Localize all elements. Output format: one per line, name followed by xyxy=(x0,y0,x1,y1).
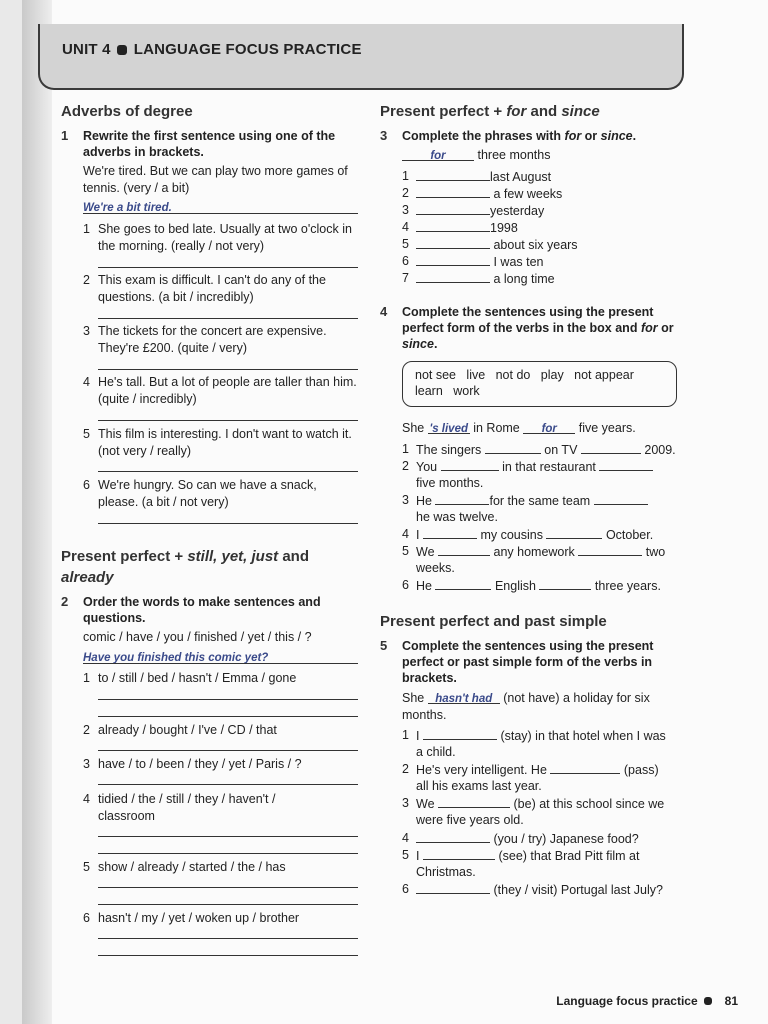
verb-box-line-2: learn work xyxy=(415,384,480,398)
instruction-part: Complete the sentences using the present perfect form of the verbs in the box and xyxy=(402,305,654,335)
heading-part: Present perfect + xyxy=(61,548,188,565)
item-text: in that restaurant xyxy=(502,460,596,474)
banner-title xyxy=(62,41,362,58)
answer-line[interactable] xyxy=(98,716,358,717)
item-text: 2009. xyxy=(644,443,676,457)
item-text: I xyxy=(416,849,420,863)
ex4-item-2 xyxy=(416,458,653,476)
ex3-item-2 xyxy=(416,185,562,203)
unit-label: UNIT 4 xyxy=(62,41,111,58)
item-text: You xyxy=(416,460,438,474)
answer-blank[interactable] xyxy=(550,761,620,774)
item-number: 5 xyxy=(83,860,90,874)
item-text: I was ten xyxy=(493,255,544,269)
instruction-part: or xyxy=(657,321,674,335)
ex1-item-1: She goes to bed late. Usually at two o'clock in the morning. (really / not very) xyxy=(98,222,352,253)
item-text: October. xyxy=(605,528,654,542)
ex2-number: 2 xyxy=(61,594,69,609)
footer-label: Language focus practice xyxy=(556,994,698,1008)
item-number: 3 xyxy=(83,324,90,338)
heading-part: and xyxy=(526,103,562,120)
ex3-heading xyxy=(380,103,600,120)
item-number: 4 xyxy=(402,220,409,234)
ex1-item-3: The tickets for the concert are expensive. They're £200. (quite / very) xyxy=(98,324,327,355)
answer-line[interactable] xyxy=(98,938,358,939)
instruction-part: . xyxy=(632,129,637,143)
answer-line[interactable] xyxy=(98,904,358,905)
ex1-item-2: This exam is difficult. I can't do any of the questions. (a bit / incredibly) xyxy=(98,273,326,304)
ex3-instruction xyxy=(402,128,636,144)
item-text: We xyxy=(416,797,435,811)
item-number: 1 xyxy=(83,671,90,685)
item-number: 3 xyxy=(402,796,409,810)
ex4-example-answer-2: for xyxy=(523,421,575,434)
ex1-item-5: This film is interesting. I don't want to watch it. (not very / really) xyxy=(98,427,352,458)
item-text: yesterday xyxy=(490,204,545,218)
answer-line[interactable] xyxy=(98,955,358,956)
ex5-item-1 xyxy=(416,727,666,745)
ex2-heading-cont: already xyxy=(61,569,114,586)
item-text: any homework xyxy=(493,545,575,559)
answer-blank[interactable] xyxy=(416,219,490,232)
answer-line[interactable] xyxy=(98,836,358,837)
item-number: 2 xyxy=(83,273,90,287)
item-text: (see) that Brad Pitt film at xyxy=(498,849,640,863)
item-text: He's very intelligent. He xyxy=(416,763,547,777)
item-number: 2 xyxy=(402,186,409,200)
item-number: 3 xyxy=(402,493,409,507)
answer-line[interactable] xyxy=(98,523,358,524)
answer-blank[interactable] xyxy=(581,441,641,454)
item-number: 4 xyxy=(402,527,409,541)
ex2-item-4: tidied / the / still / they / haven't / xyxy=(98,792,276,806)
answer-line[interactable] xyxy=(98,699,358,700)
ex2-item-2: already / bought / I've / CD / that xyxy=(98,723,277,737)
answer-line xyxy=(83,213,358,214)
answer-blank[interactable] xyxy=(441,458,499,471)
ex3-example-answer: for xyxy=(402,148,474,161)
item-text: I xyxy=(416,528,420,542)
unit-banner xyxy=(38,24,684,90)
ex1-item-6: We're hungry. So can we have a snack, please. (a bit / not very) xyxy=(98,478,317,509)
item-text: I xyxy=(416,729,420,743)
item-number: 1 xyxy=(402,442,409,456)
item-number: 6 xyxy=(402,254,409,268)
page-spine-shadow xyxy=(22,0,52,1024)
ex5-item-4 xyxy=(416,830,639,848)
answer-line[interactable] xyxy=(98,369,358,370)
item-number: 6 xyxy=(83,478,90,492)
answer-blank[interactable] xyxy=(435,492,489,505)
ex3-example-text: three months xyxy=(477,148,551,162)
ex3-item-6 xyxy=(416,253,544,271)
item-number: 1 xyxy=(402,728,409,742)
item-text: (be) at this school since we xyxy=(513,797,665,811)
answer-blank[interactable] xyxy=(594,492,648,505)
example-text: She xyxy=(402,421,425,435)
ex2-item-3: have / to / been / they / yet / Paris / ? xyxy=(98,757,302,771)
instruction-part: since xyxy=(600,129,633,143)
item-number: 4 xyxy=(83,792,90,806)
item-text: a long time xyxy=(493,272,555,286)
ex2-instruction: Order the words to make sentences and questions. xyxy=(83,595,321,625)
item-number: 2 xyxy=(402,762,409,776)
item-text: about six years xyxy=(493,238,578,252)
ex5-heading: Present perfect and past simple xyxy=(380,613,607,630)
answer-blank[interactable] xyxy=(416,253,490,266)
answer-blank[interactable] xyxy=(423,526,477,539)
item-text: a few weeks xyxy=(493,187,563,201)
ex5-item-5 xyxy=(416,847,639,865)
item-number: 5 xyxy=(402,544,409,558)
item-text: on TV xyxy=(544,443,578,457)
ex1-instruction: Rewrite the first sentence using one of the adverbs in brackets. xyxy=(83,129,336,159)
answer-blank[interactable] xyxy=(438,543,490,556)
item-text: my cousins xyxy=(480,528,543,542)
ex3-item-5 xyxy=(416,236,578,254)
ex3-item-4 xyxy=(416,219,518,237)
example-text: in Rome xyxy=(473,421,520,435)
item-number: 7 xyxy=(402,271,409,285)
item-number: 5 xyxy=(402,237,409,251)
answer-blank[interactable] xyxy=(423,847,495,860)
item-number: 3 xyxy=(402,203,409,217)
ex4-item-5-cont: weeks. xyxy=(416,561,455,575)
ex1-heading: Adverbs of degree xyxy=(61,103,193,120)
answer-blank[interactable] xyxy=(435,577,491,590)
example-text: five years. xyxy=(578,421,636,435)
unit-title: LANGUAGE FOCUS PRACTICE xyxy=(133,41,362,58)
ex2-item-6: hasn't / my / yet / woken up / brother xyxy=(98,911,300,925)
page-number: 81 xyxy=(724,994,738,1008)
answer-blank[interactable] xyxy=(438,795,510,808)
heading-part: for xyxy=(506,103,527,120)
answer-line[interactable] xyxy=(98,267,358,268)
item-number: 5 xyxy=(83,427,90,441)
ex4-item-5 xyxy=(416,543,665,561)
answer-line[interactable] xyxy=(98,750,358,751)
item-text: He xyxy=(416,579,432,593)
instruction-part: or xyxy=(581,129,601,143)
square-bullet-icon xyxy=(704,997,712,1005)
ex5-item-2-cont: all his exams last year. xyxy=(416,779,542,793)
ex5-number: 5 xyxy=(380,638,388,653)
item-text: English xyxy=(494,579,536,593)
ex4-item-2-cont: five months. xyxy=(416,476,484,490)
item-number: 6 xyxy=(402,578,409,592)
verb-box-line-1: not see live not do play not appear xyxy=(415,368,634,382)
ex5-item-6 xyxy=(416,881,663,899)
answer-blank[interactable] xyxy=(485,441,541,454)
answer-blank[interactable] xyxy=(416,830,490,843)
item-text: (pass) xyxy=(623,763,659,777)
answer-blank[interactable] xyxy=(423,727,497,740)
item-text: The singers xyxy=(416,443,482,457)
ex4-example-answer-1: 's lived xyxy=(429,423,468,435)
ex1-example-answer: We're a bit tired. xyxy=(83,202,172,214)
item-text: three years. xyxy=(594,579,661,593)
instruction-part: for xyxy=(564,129,582,143)
item-text: for the same team xyxy=(489,494,591,508)
ex5-item-3 xyxy=(416,795,664,813)
ex2-heading xyxy=(61,548,309,565)
answer-line[interactable] xyxy=(98,853,358,854)
ex1-number: 1 xyxy=(61,128,69,143)
ex3-item-3 xyxy=(416,202,544,220)
answer-blank[interactable] xyxy=(599,458,653,471)
item-text: (they / visit) Portugal last July? xyxy=(493,883,663,897)
square-bullet-icon xyxy=(117,45,127,55)
item-number: 4 xyxy=(402,831,409,845)
ex4-item-3-cont: he was twelve. xyxy=(416,510,498,524)
ex5-item-3-cont: were five years old. xyxy=(416,813,524,827)
heading-part: since xyxy=(561,103,600,120)
ex4-instruction xyxy=(402,304,677,352)
answer-blank[interactable] xyxy=(578,543,642,556)
ex2-example: comic / have / you / finished / yet / this / ? xyxy=(83,630,312,644)
ex5-example-cont: months. xyxy=(402,708,447,722)
answer-line[interactable] xyxy=(98,420,358,421)
item-number: 2 xyxy=(402,459,409,473)
ex5-item-5-cont: Christmas. xyxy=(416,865,476,879)
ex3-number: 3 xyxy=(380,128,388,143)
item-text: We xyxy=(416,545,435,559)
example-text: She xyxy=(402,691,425,705)
instruction-part: for xyxy=(640,321,658,335)
page-footer xyxy=(556,994,738,1008)
item-number: 1 xyxy=(83,222,90,236)
item-text: 1998 xyxy=(490,221,518,235)
item-number: 6 xyxy=(83,911,90,925)
item-number: 5 xyxy=(402,848,409,862)
ex3-example xyxy=(402,147,550,164)
answer-line[interactable] xyxy=(98,318,358,319)
ex2-item-1: to / still / bed / hasn't / Emma / gone xyxy=(98,671,297,685)
ex2-example-answer: Have you finished this comic yet? xyxy=(83,652,269,664)
item-text: He xyxy=(416,494,432,508)
answer-blank[interactable] xyxy=(416,168,490,181)
ex5-item-1-cont: a child. xyxy=(416,745,456,759)
ex3-item-7 xyxy=(416,270,555,288)
answer-blank[interactable] xyxy=(416,202,490,215)
item-number: 2 xyxy=(83,723,90,737)
ex3-item-1 xyxy=(416,168,551,186)
answer-blank[interactable] xyxy=(416,270,490,283)
example-text: (not have) a holiday for six xyxy=(503,691,650,705)
instruction-part: . xyxy=(433,337,438,351)
answer-blank[interactable] xyxy=(539,577,591,590)
answer-line[interactable] xyxy=(98,471,358,472)
ex1-item-4: He's tall. But a lot of people are taller than him. (quite / incredibly) xyxy=(98,375,357,406)
instruction-part: Complete the phrases with xyxy=(402,129,565,143)
heading-part: and xyxy=(278,548,310,565)
item-number: 3 xyxy=(83,757,90,771)
answer-blank[interactable] xyxy=(416,236,490,249)
item-text: (you / try) Japanese food? xyxy=(493,832,639,846)
answer-blank[interactable] xyxy=(546,526,602,539)
ex4-item-3 xyxy=(416,492,648,510)
item-number: 1 xyxy=(402,169,409,183)
item-number: 6 xyxy=(402,882,409,896)
item-number: 4 xyxy=(83,375,90,389)
ex4-number: 4 xyxy=(380,304,388,319)
ex5-item-2 xyxy=(416,761,659,779)
answer-blank[interactable] xyxy=(416,185,490,198)
item-text: last August xyxy=(490,170,552,184)
ex5-example-answer: hasn't had xyxy=(428,691,500,704)
ex4-item-4 xyxy=(416,526,653,544)
item-text: two xyxy=(645,545,666,559)
ex4-item-6 xyxy=(416,577,661,595)
heading-part: still, yet, just xyxy=(187,548,279,565)
answer-line[interactable] xyxy=(98,784,358,785)
ex4-item-1 xyxy=(416,441,676,459)
ex5-example xyxy=(402,690,650,707)
answer-blank[interactable] xyxy=(416,881,490,894)
answer-line[interactable] xyxy=(98,887,358,888)
ex2-item-5: show / already / started / the / has xyxy=(98,860,286,874)
ex1-example: We're tired. But we can play two more games of tennis. (very / a bit) xyxy=(83,164,348,195)
ex4-example xyxy=(402,420,636,437)
heading-part: Present perfect + xyxy=(380,103,507,120)
ex5-instruction: Complete the sentences using the present perfect or past simple form of the verbs in brackets. xyxy=(402,639,654,685)
item-text: (stay) in that hotel when I was xyxy=(500,729,666,743)
instruction-part: since xyxy=(402,337,434,351)
answer-line xyxy=(83,663,358,664)
ex2-item-4-cont: classroom xyxy=(98,809,155,823)
